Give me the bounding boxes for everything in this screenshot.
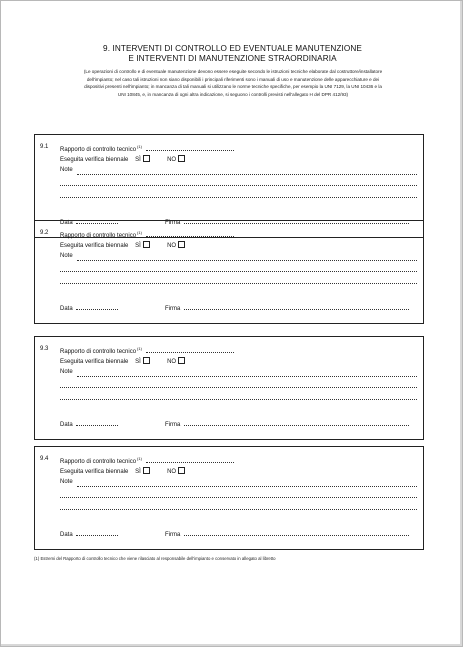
verifica-row (60, 241, 185, 250)
no-label: NO (167, 469, 177, 475)
data-row (60, 421, 118, 429)
intervention-section-3 (34, 336, 424, 440)
firma-row (165, 421, 409, 429)
no-label: NO (167, 359, 177, 365)
note-label: Note (60, 253, 73, 259)
no-label: NO (167, 243, 177, 249)
note-line[interactable] (77, 486, 417, 487)
no-checkbox[interactable] (178, 467, 185, 474)
firma-field[interactable] (184, 535, 409, 536)
si-checkbox[interactable] (143, 241, 150, 248)
verifica-row (60, 155, 185, 164)
intervention-section-4 (34, 446, 424, 550)
note-line[interactable] (60, 399, 417, 400)
rapporto-label: Rapporto di controllo tecnico (60, 349, 137, 355)
note-line[interactable] (77, 174, 417, 175)
si-label: SÌ (135, 157, 141, 163)
note-line[interactable] (60, 271, 417, 272)
rapporto-row (60, 345, 234, 356)
si-checkbox[interactable] (143, 467, 150, 474)
firma-field[interactable] (184, 309, 409, 310)
footnote-mark: (1) (137, 230, 142, 235)
data-label: Data (60, 422, 73, 428)
firma-label: Firma (165, 532, 181, 538)
no-checkbox[interactable] (178, 357, 185, 364)
intro-line-4: UNI 10845, e, in mancanza di ogni altra indicazione, si seguono i controlli previsti nell'allegato H del DPR 412/93) (117, 91, 349, 97)
rapporto-row (60, 229, 234, 240)
note-line[interactable] (60, 197, 417, 198)
section-number: 9.2 (40, 230, 49, 236)
section-number: 9.3 (40, 346, 49, 352)
note-line[interactable] (77, 260, 417, 261)
note-line[interactable] (60, 185, 417, 186)
verifica-row (60, 467, 185, 476)
si-checkbox[interactable] (143, 357, 150, 364)
rapporto-row (60, 455, 234, 466)
note-label: Note (60, 369, 73, 375)
eseguita-label: Eseguita verifica biennale (60, 469, 129, 475)
no-checkbox[interactable] (178, 241, 185, 248)
firma-field[interactable] (184, 425, 409, 426)
si-label: SÌ (135, 359, 141, 365)
data-row (60, 531, 118, 539)
data-field[interactable] (76, 425, 118, 426)
firma-label: Firma (165, 220, 181, 226)
note-line[interactable] (60, 283, 417, 284)
intervention-section-2 (34, 220, 424, 324)
rapporto-label: Rapporto di controllo tecnico (60, 459, 137, 465)
eseguita-label: Eseguita verifica biennale (60, 243, 129, 249)
note-line[interactable] (60, 387, 417, 388)
firma-row (165, 531, 409, 539)
footnote-mark: (1) (137, 346, 142, 351)
title-line-2: E INTERVENTI DI MANUTENZIONE STRAORDINARIA (128, 54, 337, 63)
firma-label: Firma (165, 306, 181, 312)
section-number: 9.4 (40, 456, 49, 462)
data-field[interactable] (76, 535, 118, 536)
note-label: Note (60, 479, 73, 485)
footnote: (1) Estremi del Rapporto di controllo tecnico che viene rilasciato al responsabile dell'impianto e conservato in allegato al libretto (34, 556, 276, 561)
eseguita-label: Eseguita verifica biennale (60, 359, 129, 365)
note-line[interactable] (77, 376, 417, 377)
no-checkbox[interactable] (178, 155, 185, 162)
title-line-1: 9. INTERVENTI DI CONTROLLO ED EVENTUALE MANUTENZIONE (103, 44, 362, 53)
data-field[interactable] (76, 309, 118, 310)
data-label: Data (60, 220, 73, 226)
si-label: SÌ (135, 243, 141, 249)
rapporto-field[interactable] (146, 150, 234, 151)
intro-line-1: (Le operazioni di controllo e di eventuale manutenzione devono essere eseguite secondo le istruzioni tecniche elaborate dal costruttore/installatore (83, 69, 383, 74)
si-label: SÌ (135, 469, 141, 475)
rapporto-field[interactable] (146, 236, 234, 237)
intro-text (41, 68, 425, 98)
rapporto-row (60, 143, 234, 154)
note-line[interactable] (60, 497, 417, 498)
rapporto-field[interactable] (146, 352, 234, 353)
firma-label: Firma (165, 422, 181, 428)
section-number: 9.1 (40, 144, 49, 150)
note-label: Note (60, 167, 73, 173)
data-row (60, 305, 118, 313)
data-label: Data (60, 306, 73, 312)
footnote-mark: (1) (137, 456, 142, 461)
note-line[interactable] (60, 509, 417, 510)
si-checkbox[interactable] (143, 155, 150, 162)
footnote-mark: (1) (137, 144, 142, 149)
rapporto-label: Rapporto di controllo tecnico (60, 233, 137, 239)
data-label: Data (60, 532, 73, 538)
page-title (1, 44, 463, 64)
no-label: NO (167, 157, 177, 163)
verifica-row (60, 357, 185, 366)
intro-line-2: dell'impianto; nel caso tali istruzioni non siano disponibili i principali riferimenti sono i manuali di uso e manutenzione delle apparecchiature e dei (86, 76, 380, 82)
firma-row (165, 305, 409, 313)
intro-line-3: dispositivi presenti nell'impianto; in mancanza di tali manuali si utilizzano le norme tecniche specifiche, per esempio la UNI 7129, la UNI 10436 e la (84, 84, 382, 90)
eseguita-label: Eseguita verifica biennale (60, 157, 129, 163)
rapporto-label: Rapporto di controllo tecnico (60, 147, 137, 153)
rapporto-field[interactable] (146, 462, 234, 463)
